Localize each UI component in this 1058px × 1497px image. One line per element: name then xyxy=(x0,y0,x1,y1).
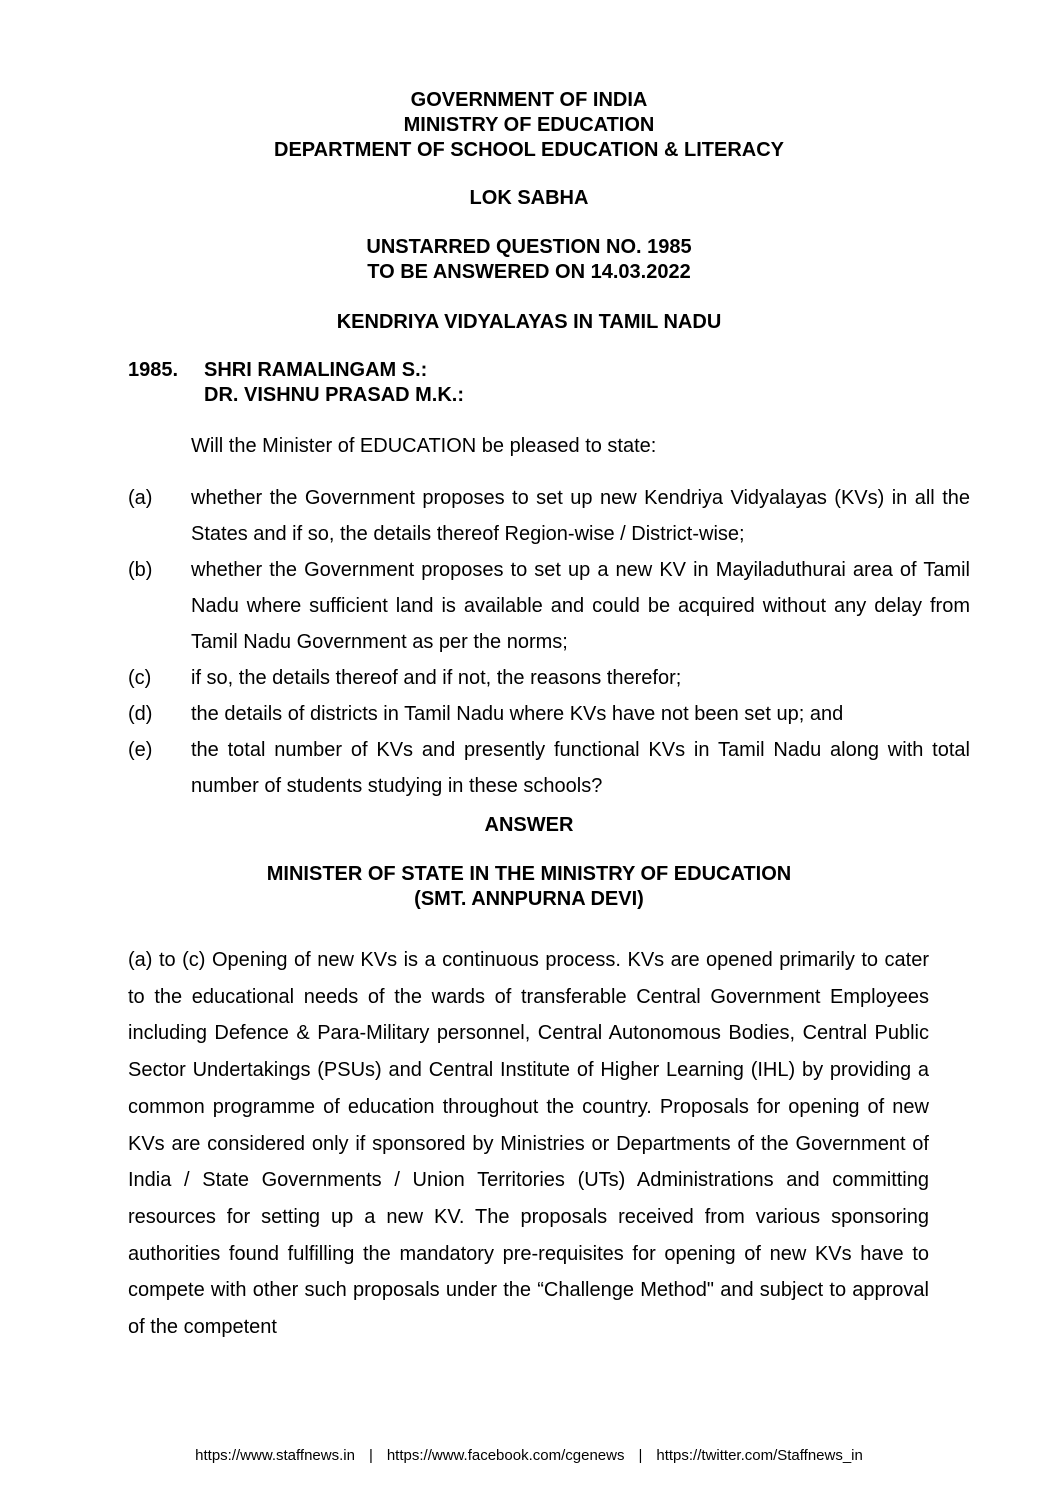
question-item xyxy=(128,480,970,552)
house-name: LOK SABHA xyxy=(469,187,589,209)
answer-paragraph: (a) to (c) Opening of new KVs is a continuous process. KVs are opened primarily to cater to the educational needs of the wards of transferable Central Government Employees including Defence & Para-Military personnel, Central Autonomous Bodies, Central Public Sector Undertakings (PSUs) and Central Institute of Higher Learning (IHL) by providing a common programme of education throughout the country. Proposals for opening of new KVs are considered only if sponsored by Ministries or Departments of the Government of India / State Governments / Union Territories (UTs) Administrations and committing resources for setting up a new KV. The proposals received from various sponsoring authorities found fulfilling the mandatory pre-requisites for opening of new KVs have to compete with other such proposals under the “Challenge Method" and subject to approval of the competent xyxy=(128,949,929,1339)
question-label: (c) xyxy=(128,667,152,689)
minister-title: MINISTER OF STATE IN THE MINISTRY OF EDUCATION xyxy=(266,863,792,885)
answer-heading: ANSWER xyxy=(484,814,574,836)
footer-separator: | xyxy=(638,1447,643,1464)
question-text: if so, the details thereof and if not, the reasons therefor; xyxy=(191,667,682,689)
header-department: DEPARTMENT OF SCHOOL EDUCATION & LITERACY xyxy=(274,139,784,161)
question-item xyxy=(128,660,970,696)
question-label: (b) xyxy=(128,559,153,581)
member-name: DR. VISHNU PRASAD M.K.: xyxy=(204,384,465,406)
letterhead xyxy=(0,88,1058,163)
question-text: whether the Government proposes to set up a new KV in Mayiladuthurai area of Tamil Nadu where sufficient land is available and could be acquired without any delay from Tamil Nadu Government as per the norms; xyxy=(191,559,970,653)
minister-block xyxy=(0,862,1058,912)
question-intro: Will the Minister of EDUCATION be pleased to state: xyxy=(191,435,657,457)
question-label: (d) xyxy=(128,703,153,725)
question-item xyxy=(128,732,970,804)
question-list xyxy=(128,480,970,804)
footer-links xyxy=(0,1447,1058,1464)
question-details xyxy=(0,235,1058,285)
question-item xyxy=(128,552,970,660)
member-name: SHRI RAMALINGAM S.: xyxy=(204,359,428,381)
question-subject: KENDRIYA VIDYALAYAS IN TAMIL NADU xyxy=(336,311,722,333)
question-label: (a) xyxy=(128,487,153,509)
question-text: the details of districts in Tamil Nadu where KVs have not been set up; and xyxy=(191,703,844,725)
minister-name: (SMT. ANNPURNA DEVI) xyxy=(414,888,644,910)
members-block xyxy=(128,358,464,408)
footer-link-facebook[interactable]: https://www.facebook.com/cgenews xyxy=(386,1447,625,1464)
footer-link-twitter[interactable]: https://twitter.com/Staffnews_in xyxy=(656,1447,863,1464)
header-government: GOVERNMENT OF INDIA xyxy=(410,89,648,111)
question-serial: 1985. xyxy=(128,359,179,381)
question-label: (e) xyxy=(128,739,153,761)
footer-separator: | xyxy=(368,1447,373,1464)
question-text: the total number of KVs and presently functional KVs in Tamil Nadu along with total number of students studying in these schools? xyxy=(191,739,970,797)
question-number: UNSTARRED QUESTION NO. 1985 xyxy=(366,236,692,258)
question-text: whether the Government proposes to set up new Kendriya Vidyalayas (KVs) in all the States and if so, the details thereof Region-wise / District-wise; xyxy=(191,487,970,545)
header-ministry: MINISTRY OF EDUCATION xyxy=(403,114,655,136)
footer-link-website[interactable]: https://www.staffnews.in xyxy=(195,1447,355,1464)
answer-date: TO BE ANSWERED ON 14.03.2022 xyxy=(367,261,691,283)
question-item xyxy=(128,696,970,732)
